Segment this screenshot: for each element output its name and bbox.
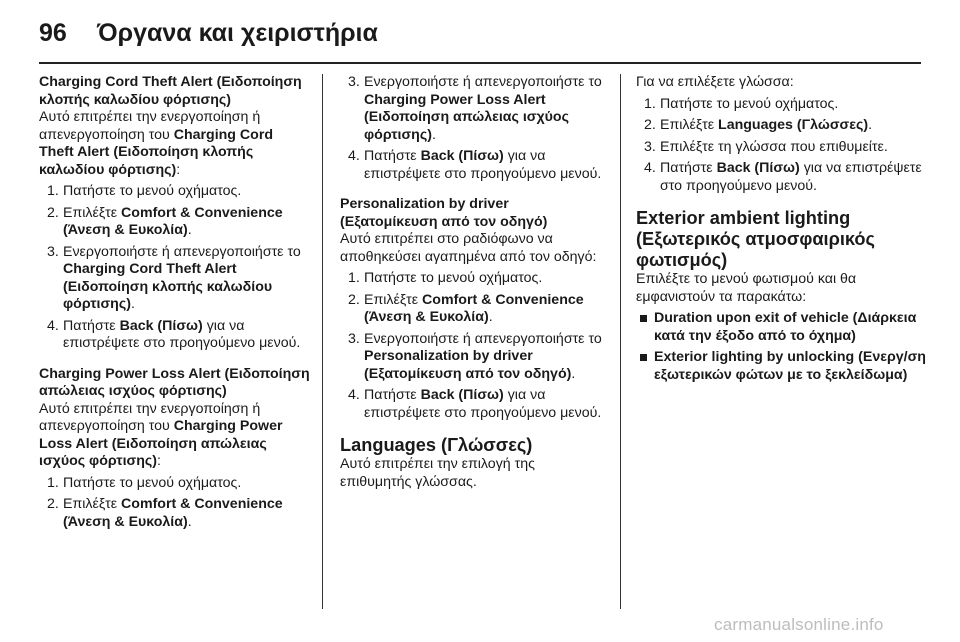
- list-item: 2. Επιλέξτε Comfort & Convenience (Άνεση & Ευκολία).: [47, 204, 283, 238]
- bullet-square-icon: [640, 354, 647, 361]
- bullet-list: [636, 310, 926, 384]
- list-item: 3. Επιλέξτε τη γλώσσα που επιθυμείτε.: [644, 138, 888, 155]
- section-body: Αυτό επιτρέπει την επιλογή της επιθυμητής γλώσσας.: [340, 456, 535, 490]
- page-number: 96: [39, 19, 67, 47]
- column-divider-2: [620, 74, 621, 609]
- section-body: Επιλέξτε το μενού φωτισμού και θα εμφανιστούν τα παρακάτω:: [636, 271, 857, 305]
- page-header: [0, 0, 960, 62]
- list-item: 4. Πατήστε Back (Πίσω) για να επιστρέψετε στο προηγούμενο μενού.: [47, 317, 301, 351]
- section-heading: Charging Cord Theft Alert (Ειδοποίηση κλοπής καλωδίου φόρτισης): [39, 74, 302, 108]
- list-item: 1. Πατήστε το μενού οχήματος.: [47, 474, 242, 491]
- column-3: [636, 74, 926, 384]
- list-item: 4. Πατήστε Back (Πίσω) για να επιστρέψετε στο προηγούμενο μενού.: [348, 387, 602, 421]
- list-item: 4. Πατήστε Back (Πίσω) για να επιστρέψετε στο προηγούμενο μενού.: [348, 148, 602, 182]
- steps-list: [39, 475, 311, 532]
- section-body: Αυτό επιτρέπει την ενεργοποίηση ή απενεργοποίηση του Charging Power Loss Alert (Ειδοποίηση απώλειας ισχύος φόρτισης):: [39, 400, 283, 469]
- list-item: 3. Ενεργοποιήστε ή απενεργοποιήστε το Charging Power Loss Alert (Ειδοποίηση απώλειας ισχύος φόρτισης).: [348, 74, 602, 143]
- steps-list: [340, 74, 608, 183]
- list-item: 2. Επιλέξτε Comfort & Convenience (Άνεση & Ευκολία).: [348, 291, 584, 325]
- steps-list: [39, 183, 311, 353]
- section-heading: Personalization by driver (Εξατομίκευση από τον οδηγό): [340, 196, 548, 230]
- watermark: carmanualsonline.info: [714, 615, 884, 634]
- page-title: Όργανα και χειριστήρια: [97, 19, 378, 47]
- section-heading: Charging Power Loss Alert (Ειδοποίηση απώλειας ισχύος φόρτισης): [39, 365, 310, 399]
- header-rule: [39, 62, 921, 64]
- list-item: 1. Πατήστε το μενού οχήματος.: [47, 183, 242, 199]
- column-1: [39, 74, 311, 531]
- list-item: 1. Πατήστε το μενού οχήματος.: [644, 95, 839, 112]
- list-item: 3. Ενεργοποιήστε ή απενεργοποιήστε το Personalization by driver (Εξατομίκευση από τον οδηγό).: [348, 330, 602, 382]
- section-body: Για να επιλέξετε γλώσσα:: [636, 74, 794, 90]
- steps-list: [340, 270, 608, 422]
- column-divider-1: [322, 74, 323, 609]
- section-body: Αυτό επιτρέπει την ενεργοποίηση ή απενεργοποίηση του Charging Cord Theft Alert (Ειδοποίηση κλοπής καλωδίου φόρτισης):: [39, 109, 274, 178]
- steps-list: [636, 96, 926, 196]
- section-body: Αυτό επιτρέπει στο ραδιόφωνο να αποθηκεύσει αγαπημένα από τον οδηγό:: [340, 231, 597, 265]
- list-item: Exterior lighting by unlocking (Ενεργ/ση εξωτερικών φώτων με το ξεκλείδωμα): [636, 349, 926, 384]
- section-heading-large: Exterior ambient lighting (Εξωτερικός ατμοσφαιρικός φωτισμός): [636, 208, 875, 270]
- bullet-square-icon: [640, 315, 647, 322]
- column-2: [340, 74, 608, 491]
- list-item: 1. Πατήστε το μενού οχήματος.: [348, 270, 543, 286]
- list-item: 3. Ενεργοποιήστε ή απενεργοποιήστε το Charging Cord Theft Alert (Ειδοποίηση κλοπής καλωδίου φόρτισης).: [47, 243, 301, 312]
- list-item: 2. Επιλέξτε Comfort & Convenience (Άνεση & Ευκολία).: [47, 496, 283, 530]
- list-item: 4. Πατήστε Back (Πίσω) για να επιστρέψετε στο προηγούμενο μενού.: [644, 160, 922, 194]
- list-item: 2. Επιλέξτε Languages (Γλώσσες).: [644, 117, 873, 133]
- list-item: Duration upon exit of vehicle (Διάρκεια κατά την έξοδο από το όχημα): [636, 310, 926, 345]
- section-heading-large: Languages (Γλώσσες): [340, 435, 533, 455]
